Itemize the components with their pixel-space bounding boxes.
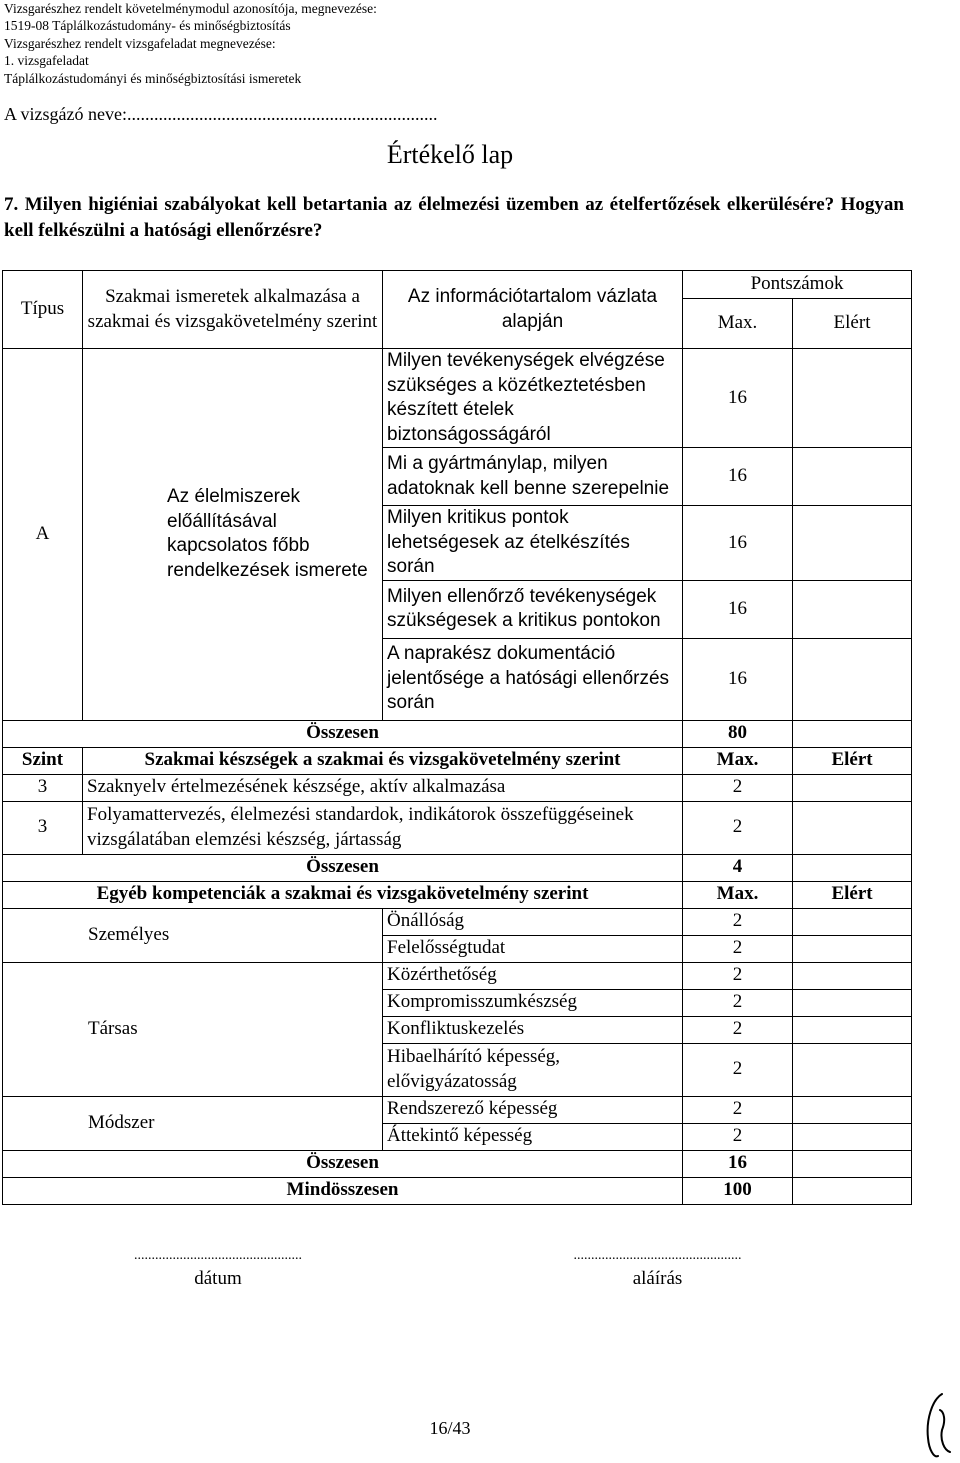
knowledge-value: Az élelmiszerek előállításával kapcsolatos főbb rendelkezések ismerete xyxy=(83,349,383,721)
skill-max: 2 xyxy=(683,774,793,801)
competency-max: 2 xyxy=(683,962,793,989)
competency-group: Társas xyxy=(3,962,383,1096)
sign-signature-block xyxy=(525,1248,790,1290)
competency-item: Hibaelhárító képesség, elővigyázatosság xyxy=(383,1043,683,1096)
competency-max: 2 xyxy=(683,935,793,962)
col-header-skills: Szakmai készségek a szakmai és vizsgakövetelmény szerint xyxy=(83,747,683,774)
skills-total-value: 4 xyxy=(683,854,793,881)
skill-level: 3 xyxy=(3,801,83,854)
date-signature-block xyxy=(88,1248,348,1290)
total-label: Összesen xyxy=(3,720,683,747)
col-header-achieved: Elért xyxy=(793,881,912,908)
info-row-max: 16 xyxy=(683,448,793,506)
examinee-name-line: A vizsgázó neve:..................................................................... xyxy=(4,104,438,124)
skills-total-label: Összesen xyxy=(3,854,683,881)
skills-total-achieved xyxy=(793,854,912,881)
total-value: 80 xyxy=(683,720,793,747)
type-value: A xyxy=(3,349,83,721)
col-header-points: Pontszámok xyxy=(683,271,912,299)
col-header-info: Az információtartalom vázlata alapján xyxy=(383,271,683,349)
competency-achieved xyxy=(793,989,912,1016)
competency-achieved xyxy=(793,1016,912,1043)
competency-item: Konfliktuskezelés xyxy=(383,1016,683,1043)
competency-max: 2 xyxy=(683,1096,793,1123)
col-header-knowledge: Szakmai ismeretek alkalmazása a szakmai és vizsgakövetelmény szerint xyxy=(83,271,383,349)
header-line: Vizsgarészhez rendelt vizsgafeladat megnevezése: xyxy=(4,35,276,51)
col-header-max: Max. xyxy=(683,299,793,349)
competency-achieved xyxy=(793,1123,912,1150)
skill-text: Folyamattervezés, élelmezési standardok, indikátorok összefüggéseinek vizsgálatában elemzési készség, jártasság xyxy=(83,801,683,854)
skill-achieved xyxy=(793,801,912,854)
info-row: Milyen ellenőrző tevékenységek szükségesek a kritikus pontokon xyxy=(383,580,683,638)
evaluation-table xyxy=(2,270,912,1205)
skill-max: 2 xyxy=(683,801,793,854)
info-row-achieved xyxy=(793,448,912,506)
col-header-type: Típus xyxy=(3,271,83,349)
col-header-competencies: Egyéb kompetenciák a szakmai és vizsgakövetelmény szerint xyxy=(3,881,683,908)
info-row-max: 16 xyxy=(683,580,793,638)
sign-label: aláírás xyxy=(632,1268,683,1289)
competency-item: Közérthetőség xyxy=(383,962,683,989)
grand-total-achieved xyxy=(793,1177,912,1204)
info-row-max: 16 xyxy=(683,638,793,720)
col-header-max: Max. xyxy=(683,747,793,774)
question-text: 7. Milyen higiéniai szabályokat kell betartania az élelmezési üzemben az ételfertőzések elkerülésére? Hogyan kell felkészülni a hatósági ellenőrzésre? xyxy=(4,194,904,241)
competency-max: 2 xyxy=(683,1043,793,1096)
skill-level: 3 xyxy=(3,774,83,801)
info-row-max: 16 xyxy=(683,349,793,448)
col-header-achieved: Elért xyxy=(793,299,912,349)
header-line: Vizsgarészhez rendelt követelménymodul azonosítója, megnevezése: xyxy=(4,1,377,16)
info-row: A naprakész dokumentáció jelentősége a hatósági ellenőrzés során xyxy=(383,638,683,720)
info-row: Mi a gyártmánylap, milyen adatoknak kell benne szerepelnie xyxy=(383,448,683,506)
header-line: Táplálkozástudományi és minőségbiztosítási ismeretek xyxy=(4,70,302,86)
competency-max: 2 xyxy=(683,1016,793,1043)
competency-max: 2 xyxy=(683,989,793,1016)
competency-item: Önállóság xyxy=(383,908,683,935)
document-header xyxy=(4,0,377,87)
skill-text: Szaknyelv értelmezésének készsége, aktív alkalmazása xyxy=(83,774,683,801)
sign-dotted-line: ................................................ xyxy=(573,1248,742,1263)
total-achieved xyxy=(793,720,912,747)
competency-item: Rendszerező képesség xyxy=(383,1096,683,1123)
competency-achieved xyxy=(793,1043,912,1096)
competency-group: Módszer xyxy=(3,1096,383,1150)
col-header-achieved: Elért xyxy=(793,747,912,774)
info-row-achieved xyxy=(793,580,912,638)
competency-max: 2 xyxy=(683,908,793,935)
competency-group: Személyes xyxy=(3,908,383,962)
info-row: Milyen kritikus pontok lehetségesek az ételkészítés során xyxy=(383,506,683,581)
competency-total-value: 16 xyxy=(683,1150,793,1177)
competency-achieved xyxy=(793,1096,912,1123)
date-label: dátum xyxy=(194,1268,242,1289)
competency-achieved xyxy=(793,908,912,935)
page-title: Értékelő lap xyxy=(386,140,514,169)
info-row-achieved xyxy=(793,638,912,720)
competency-achieved xyxy=(793,962,912,989)
grand-total-value: 100 xyxy=(683,1177,793,1204)
grand-total-label: Mindösszesen xyxy=(3,1177,683,1204)
competency-item: Áttekintő képesség xyxy=(383,1123,683,1150)
competency-achieved xyxy=(793,935,912,962)
info-row: Milyen tevékenységek elvégzése szükséges a közétkeztetésben készített ételek biztonságosságáról xyxy=(383,349,683,448)
info-row-achieved xyxy=(793,506,912,581)
skill-achieved xyxy=(793,774,912,801)
header-line: 1. vizsgafeladat xyxy=(4,53,89,69)
competency-total-achieved xyxy=(793,1150,912,1177)
info-row-achieved xyxy=(793,349,912,448)
competency-max: 2 xyxy=(683,1123,793,1150)
date-dotted-line: ................................................ xyxy=(134,1248,302,1263)
competency-item: Kompromisszumkészség xyxy=(383,989,683,1016)
col-header-level: Szint xyxy=(3,747,83,774)
competency-total-label: Összesen xyxy=(3,1150,683,1177)
page-number: 16/43 xyxy=(429,1418,471,1438)
col-header-max: Max. xyxy=(683,881,793,908)
competency-item: Felelősségtudat xyxy=(383,935,683,962)
handwritten-mark-icon xyxy=(920,1390,958,1462)
header-line: 1519-08 Táplálkozástudomány- és minőségbiztosítás xyxy=(4,18,291,34)
info-row-max: 16 xyxy=(683,506,793,581)
